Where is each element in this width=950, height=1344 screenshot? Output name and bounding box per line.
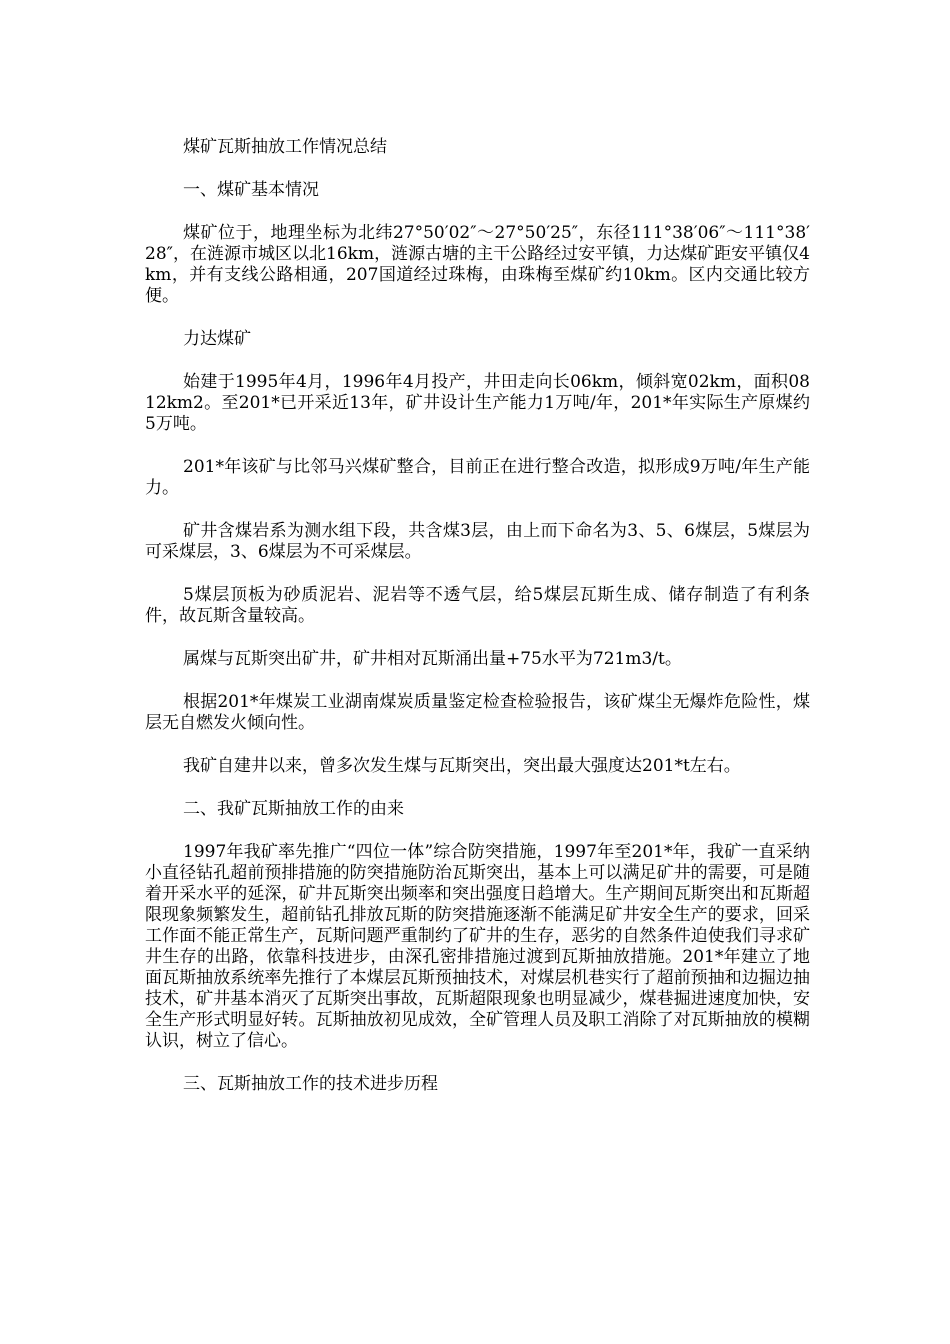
document-title: 煤矿瓦斯抽放工作情况总结 — [183, 137, 387, 157]
paragraph-coal-seams: 矿井含煤岩系为测水组下段，共含煤3层，由上而下命名为3、5、6煤层，5煤层为可采煤层，3、6煤层为不可采煤层。 — [145, 521, 810, 562]
mine-name-heading: 力达煤矿 — [183, 329, 251, 349]
paragraph-quality-report: 根据201*年煤炭工业湖南煤炭质量鉴定检查检验报告，该矿煤尘无爆炸危险性，煤层无自燃发火倾向性。 — [145, 692, 810, 733]
document-page — [145, 137, 810, 1117]
paragraph-history: 始建于1995年4月，1996年4月投产，井田走向长06km，倾斜宽02km，面积0812km2。至201*已开采近13年，矿井设计生产能力1万吨/年，201*年实际生产原煤约5万吨。 — [145, 372, 810, 434]
paragraph-gas-emission: 属煤与瓦斯突出矿井，矿井相对瓦斯涌出量+75水平为721m3/t。 — [183, 649, 682, 669]
paragraph-outbursts: 我矿自建井以来，曾多次发生煤与瓦斯突出，突出最大强度达201*t左右。 — [183, 756, 741, 776]
paragraph-origin: 1997年我矿率先推广“四位一体”综合防突措施，1997年至201*年，我矿一直采纳小直径钻孔超前预排措施的防突措施防治瓦斯突出，基本上可以满足矿井的需要，可是随着开采水平的延深，矿井瓦斯突出频率和突出强度日趋增大。生产期间瓦斯突出和瓦斯超限现象频繁发生，超前钻孔排放瓦斯的防突措施逐渐不能满足矿井安全生产的要求，回采工作面不能正常生产，瓦斯问题严重制约了矿井的生存，恶劣的自然条件迫使我们寻求矿井生存的出路，依靠科技进步，由深孔密排措施过渡到瓦斯抽放措施。201*年建立了地面瓦斯抽放系统率先推行了本煤层瓦斯预抽技术，对煤层机巷实行了超前预抽和边掘边抽技术，矿井基本消灭了瓦斯突出事故，瓦斯超限现象也明显减少，煤巷掘进速度加快，安全生产形式明显好转。瓦斯抽放初见成效，全矿管理人员及职工消除了对瓦斯抽放的模糊认识，树立了信心。 — [145, 842, 810, 1051]
paragraph-roof: 5煤层顶板为砂质泥岩、泥岩等不透气层，给5煤层瓦斯生成、储存制造了有利条件，故瓦斯含量较高。 — [145, 585, 810, 626]
paragraph-integration: 201*年该矿与比邻马兴煤矿整合，目前正在进行整合改造，拟形成9万吨/年生产能力。 — [145, 457, 810, 498]
section-heading-3: 三、瓦斯抽放工作的技术进步历程 — [183, 1074, 438, 1094]
section-heading-1: 一、煤矿基本情况 — [183, 180, 319, 200]
section-heading-2: 二、我矿瓦斯抽放工作的由来 — [183, 799, 404, 819]
paragraph-location: 煤矿位于，地理坐标为北纬27°50′02″～27°50′25″，东径111°38′06″～111°38′28″，在涟源市城区以北16km，涟源古塘的主干公路经过安平镇，力达煤矿距安平镇仅4km，并有支线公路相通，207国道经过珠梅，由珠梅至煤矿约10km。区内交通比较方便。 — [145, 223, 810, 306]
